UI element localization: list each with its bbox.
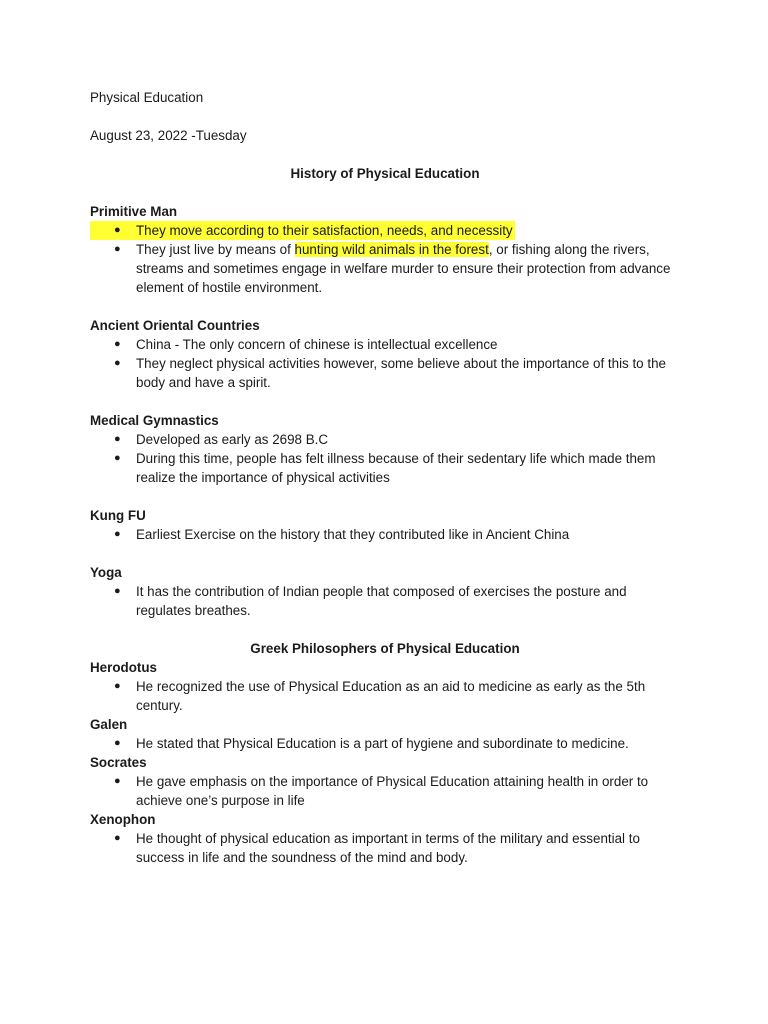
list-item-text: He stated that Physical Education is a part of hygiene and subordinate to medicine. [136,736,629,751]
bullet-icon: ● [114,680,121,692]
bullet-icon: ● [114,452,121,464]
bullet-icon: ● [114,357,121,369]
heading-history: History of Physical Education [290,166,480,181]
document-date: August 23, 2022 -Tuesday [90,128,247,143]
list-item [90,734,680,753]
document-page [90,88,680,867]
list-item-text: They move according to their satisfaction, needs, and necessity [136,223,513,238]
section-ancient-oriental [90,316,680,392]
list-item [90,829,680,867]
section-heading: Xenophon [90,812,156,827]
list-item-text: Developed as early as 2698 B.C [136,432,329,447]
section-heading: Ancient Oriental Countries [90,318,260,333]
list-item-text: Earliest Exercise on the history that they contributed like in Ancient China [136,527,570,542]
list-item [90,430,680,449]
bullet-icon: ● [114,528,121,540]
list-item [90,354,680,392]
section-socrates [90,753,680,810]
bullet-icon: ● [114,338,121,350]
bullet-list [90,430,680,487]
section-primitive-man [90,202,680,297]
section-yoga [90,563,680,620]
list-item-text: He gave emphasis on the importance of Physical Education attaining health in order to achieve one’s purpose in life [136,774,649,808]
list-item [90,772,680,810]
section-heading: Kung FU [90,508,146,523]
list-item [90,449,680,487]
section-heading: Herodotus [90,660,157,675]
bullet-list [90,582,680,620]
list-item-text: It has the contribution of Indian people that composed of exercises the posture and regulates breathes. [136,584,627,618]
list-item-text: They neglect physical activities however, some believe about the importance of this to the body and have a spirit. [136,356,666,390]
list-item [90,221,515,240]
section-heading: Yoga [90,565,122,580]
list-item [90,525,680,544]
bullet-icon: ● [114,585,121,597]
list-item-text-pre: They just live by means of [136,242,295,257]
bullet-icon: ● [114,224,121,236]
section-heading: Galen [90,717,128,732]
bullet-list [90,677,680,715]
bullet-list [90,772,680,810]
list-item-text: China - The only concern of chinese is intellectual excellence [136,337,498,352]
section-medical-gymnastics [90,411,680,487]
bullet-list [90,734,680,753]
bullet-icon: ● [114,243,121,255]
bullet-icon: ● [114,832,121,844]
section-heading: Socrates [90,755,147,770]
list-item [90,335,680,354]
bullet-list [90,525,680,544]
list-item-text: He recognized the use of Physical Education as an aid to medicine as early as the 5th century. [136,679,646,713]
section-heading: Primitive Man [90,204,178,219]
list-item-text: He thought of physical education as important in terms of the military and essential to success in life and the soundness of the mind and body. [136,831,640,865]
section-galen [90,715,680,753]
section-xenophon [90,810,680,867]
bullet-icon: ● [114,433,121,445]
list-item-text-post: , or fishing along the rivers, streams and sometimes engage in welfare murder to ensure their protection from advance element of hostile environment. [136,242,671,295]
heading-greek-philosophers: Greek Philosophers of Physical Education [250,641,520,656]
document-title: Physical Education [90,90,204,105]
bullet-list [90,221,680,297]
bullet-list [90,829,680,867]
section-herodotus [90,658,680,715]
bullet-list [90,335,680,392]
highlighted-text: hunting wild animals in the forest [294,242,489,257]
section-kung-fu [90,506,680,544]
bullet-icon: ● [114,737,121,749]
list-item-text: During this time, people has felt illness because of their sedentary life which made them realize the importance of physical activities [136,451,656,485]
list-item [90,240,680,297]
section-heading: Medical Gymnastics [90,413,219,428]
list-item [90,677,680,715]
bullet-icon: ● [114,775,121,787]
list-item [90,582,680,620]
